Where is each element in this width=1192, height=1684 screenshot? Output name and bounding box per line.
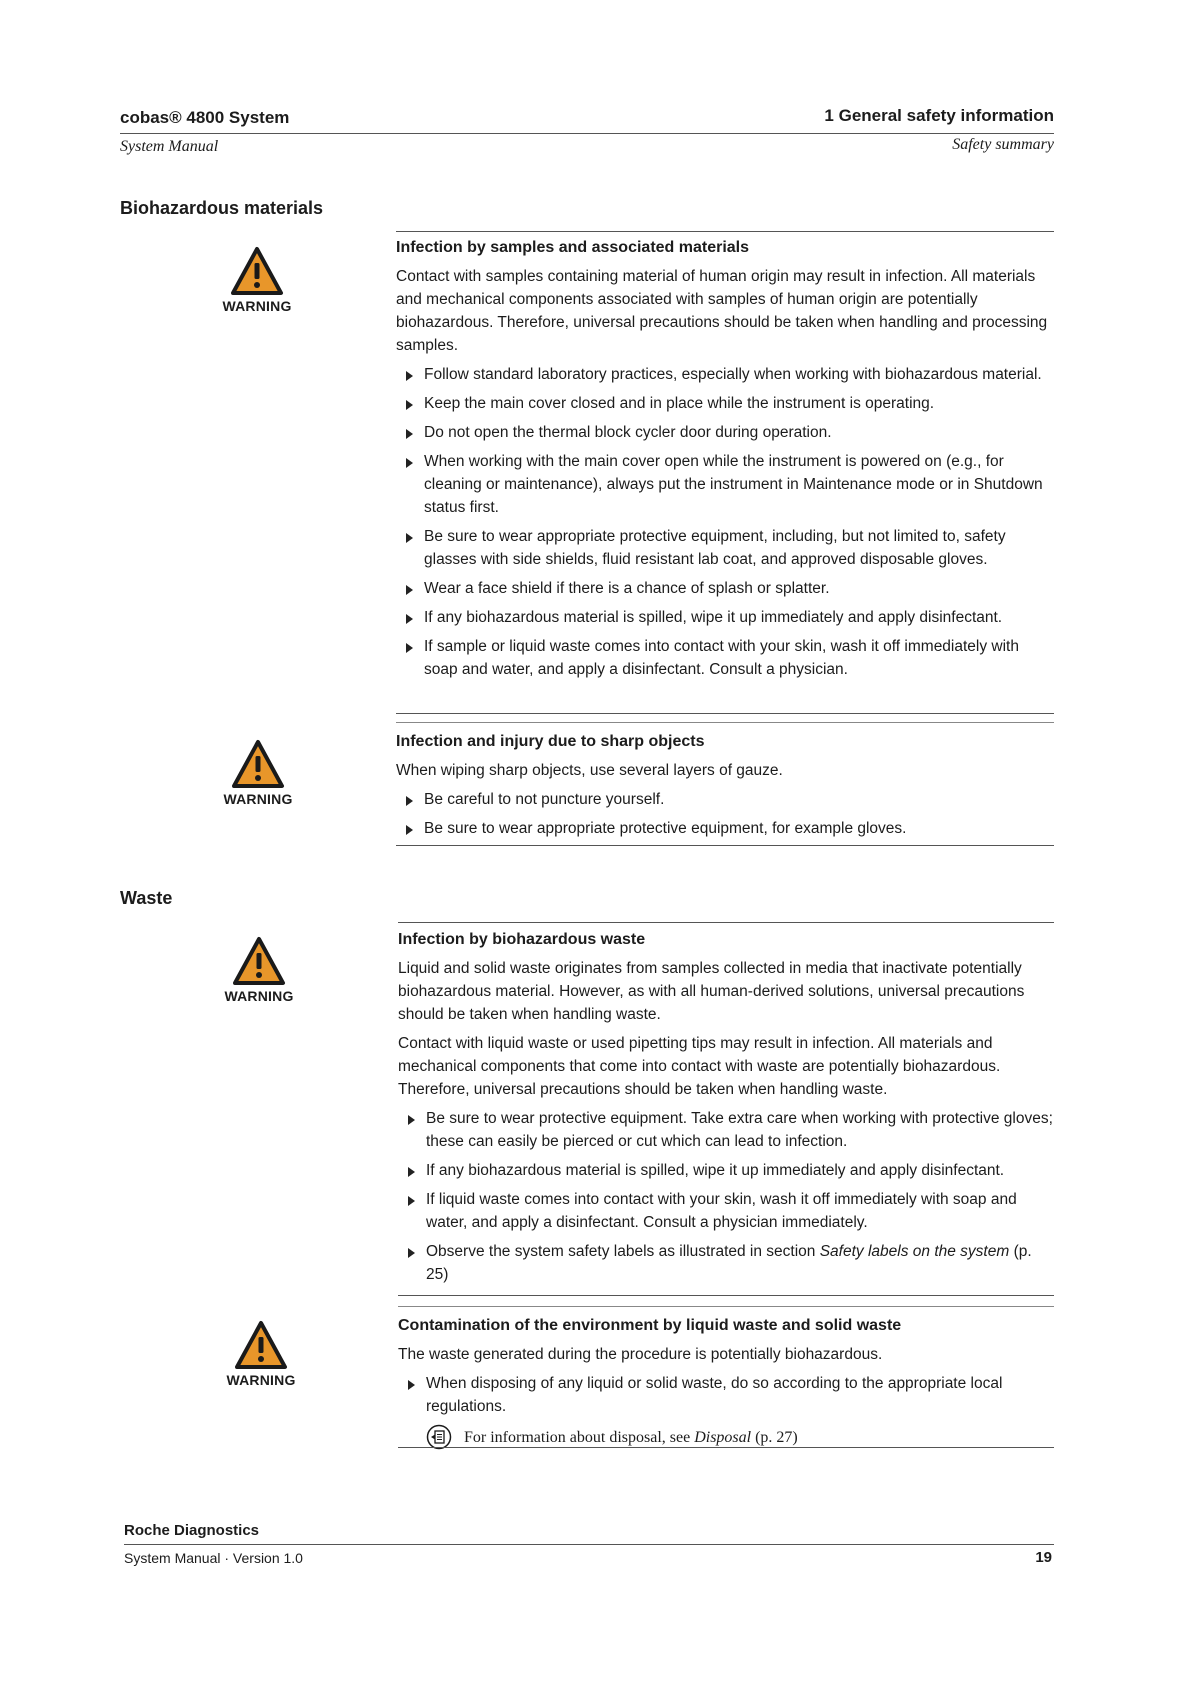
bullet-text: If sample or liquid waste comes into contact with your skin, wash it off immediately with soap and water, and apply a disinfectant. Consult a physician. <box>424 638 1019 678</box>
bullet-arrow-icon <box>406 585 413 595</box>
block-paragraph: When wiping sharp objects, use several layers of gauze. <box>396 762 783 779</box>
bullet-arrow-icon <box>406 429 413 439</box>
warning-label: WARNING <box>226 1372 296 1388</box>
page-number: 19 <box>1035 1549 1052 1566</box>
warning-block-waste <box>398 928 1056 1292</box>
bullet-arrow-icon <box>406 825 413 835</box>
bullet-arrow-icon <box>406 533 413 543</box>
bullet-list <box>396 788 1054 840</box>
bullet-item <box>396 525 1054 571</box>
block-title: Infection and injury due to sharp objects <box>396 733 705 750</box>
block-paragraph: Liquid and solid waste originates from samples collected in media that inactivate potentially biohazardous material. However, as with all human-derived solutions, universal precautions should be taken when handling waste. <box>398 960 1025 1023</box>
bullet-item <box>396 635 1054 681</box>
bullet-text: Be careful to not puncture yourself. <box>424 791 665 808</box>
warning-block-samples <box>396 236 1054 687</box>
warning-notice-1 <box>212 246 302 314</box>
bullet-item <box>396 363 1054 386</box>
block-rule <box>396 713 1054 714</box>
block-rule <box>396 231 1054 232</box>
block-paragraph: The waste generated during the procedure is potentially biohazardous. <box>398 1346 883 1363</box>
product-title: cobas® 4800 System <box>120 108 290 127</box>
bullet-arrow-icon <box>406 614 413 624</box>
section-title-biohazard: Biohazardous materials <box>120 198 324 218</box>
bullet-text: Observe the system safety labels as illustrated in section <box>426 1243 820 1260</box>
bullet-text: Be sure to wear appropriate protective equipment, including, but not limited to, safety glasses with side shields, fluid resistant lab coat, and approved disposable gloves. <box>424 528 1006 568</box>
bullet-arrow-icon <box>408 1248 415 1258</box>
warning-block-environment <box>398 1314 1056 1450</box>
warning-notice-3 <box>214 936 304 1004</box>
block-title: Infection by biohazardous waste <box>398 931 646 948</box>
warning-label: WARNING <box>222 298 292 314</box>
bullet-arrow-icon <box>406 371 413 381</box>
bullet-item <box>396 577 1054 600</box>
warning-block-sharp <box>396 730 1054 846</box>
bullet-item <box>398 1107 1056 1153</box>
bullet-text: Follow standard laboratory practices, especially when working with biohazardous material. <box>424 366 1042 383</box>
bullet-text: If any biohazardous material is spilled, wipe it up immediately and apply disinfectant. <box>424 609 1003 626</box>
bullet-list <box>398 1372 1056 1418</box>
bullet-item <box>398 1159 1056 1182</box>
block-rule <box>396 722 1054 723</box>
bullet-text: Be sure to wear protective equipment. Take extra care when working with protective gloves; these can easily be pierced or cut which can lead to infection. <box>426 1110 1053 1150</box>
bullet-list <box>398 1107 1056 1286</box>
bullet-list <box>396 363 1054 681</box>
bullet-text: (p. 25) <box>426 1243 1032 1283</box>
bullet-item <box>398 1188 1056 1234</box>
bullet-arrow-icon <box>406 400 413 410</box>
bullet-arrow-icon <box>408 1196 415 1206</box>
header-rule <box>120 133 1054 134</box>
warning-triangle-icon <box>232 936 286 986</box>
bullet-text: When working with the main cover open while the instrument is powered on (e.g., for cleaning or maintenance), always put the instrument in Maintenance mode or in Shutdown status first. <box>424 453 1043 516</box>
bullet-item <box>396 392 1054 415</box>
bullet-arrow-icon <box>408 1167 415 1177</box>
bullet-text: Do not open the thermal block cycler door during operation. <box>424 424 832 441</box>
disposal-link[interactable]: Disposal <box>694 1428 752 1446</box>
bullet-text: Be sure to wear appropriate protective equipment, for example gloves. <box>424 820 907 837</box>
bullet-item <box>398 1372 1056 1418</box>
block-paragraph: Contact with liquid waste or used pipetting tips may result in infection. All materials and mechanical components that come into contact with waste are potentially biohazardous. Therefore, universal precautions should be taken when handling waste. <box>398 1035 1001 1098</box>
block-rule <box>396 845 1054 846</box>
safety-labels-link[interactable]: Safety labels on the system <box>819 1243 1010 1260</box>
bullet-arrow-icon <box>406 458 413 468</box>
block-rule <box>398 1306 1054 1307</box>
bullet-item <box>396 788 1054 811</box>
manual-subtitle: System Manual <box>120 138 219 155</box>
warning-label: WARNING <box>223 791 293 807</box>
block-rule <box>398 1447 1054 1448</box>
warning-triangle-icon <box>234 1320 288 1370</box>
warning-label: WARNING <box>224 988 294 1004</box>
bullet-item <box>398 1240 1056 1286</box>
bullet-text: When disposing of any liquid or solid waste, do so according to the appropriate local regulations. <box>426 1375 1003 1415</box>
bullet-arrow-icon <box>408 1115 415 1125</box>
warning-notice-4 <box>216 1320 306 1388</box>
warning-triangle-icon <box>230 246 284 296</box>
block-paragraph: Contact with samples containing material of human origin may result in infection. All materials and mechanical components associated with samples of human origin are potentially biohazardous. Therefore, universal precautions should be taken when handling and processing samples. <box>396 268 1048 354</box>
block-title: Infection by samples and associated materials <box>396 239 750 256</box>
footer-rule <box>124 1544 1054 1545</box>
warning-triangle-icon <box>231 739 285 789</box>
bullet-text: If liquid waste comes into contact with your skin, wash it off immediately with soap and water, and apply a disinfectant. Consult a physician immediately. <box>426 1191 1017 1231</box>
block-title: Contamination of the environment by liquid waste and solid waste <box>398 1317 902 1334</box>
xref-page: (p. 27) <box>755 1428 798 1446</box>
bullet-text: If any biohazardous material is spilled, wipe it up immediately and apply disinfectant. <box>426 1162 1005 1179</box>
footer-company: Roche Diagnostics <box>124 1522 260 1539</box>
bullet-arrow-icon <box>408 1380 415 1390</box>
bullet-arrow-icon <box>406 643 413 653</box>
bullet-item <box>396 450 1054 519</box>
bullet-text: Wear a face shield if there is a chance of splash or splatter. <box>424 580 830 597</box>
section-subtitle: Safety summary <box>952 136 1054 153</box>
chapter-title: 1 General safety information <box>824 106 1054 125</box>
bullet-item <box>396 421 1054 444</box>
bullet-item <box>396 606 1054 629</box>
xref-text: For information about disposal, see <box>464 1428 691 1446</box>
bullet-item <box>396 817 1054 840</box>
warning-notice-2 <box>213 739 303 807</box>
block-rule <box>398 922 1054 923</box>
bullet-arrow-icon <box>406 796 413 806</box>
bullet-text: Keep the main cover closed and in place while the instrument is operating. <box>424 395 935 412</box>
block-rule <box>398 1295 1054 1296</box>
footer-version: System Manual · Version 1.0 <box>124 1550 303 1566</box>
section-title-waste: Waste <box>120 888 173 908</box>
